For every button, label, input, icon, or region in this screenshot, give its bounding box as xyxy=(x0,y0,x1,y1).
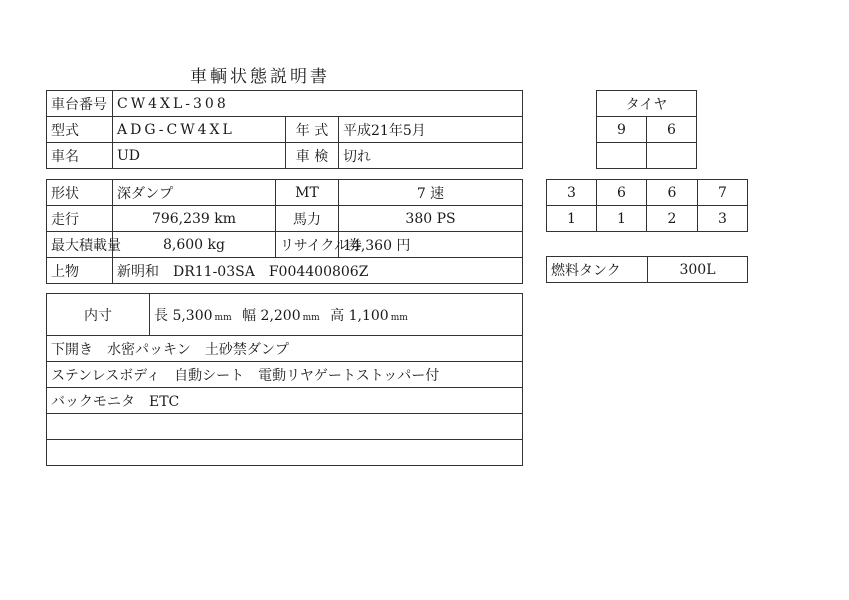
fuel-tank-label: 燃料タンク xyxy=(547,257,648,283)
table-row xyxy=(47,206,523,232)
mileage-value: 796,239 km xyxy=(113,206,276,232)
tire-empty-cell xyxy=(647,143,697,169)
shape-value: 深ダンプ xyxy=(113,180,276,206)
tire-rear-cell: 6 xyxy=(647,180,698,206)
length-label: 長 xyxy=(154,307,168,324)
inspection-value: 切れ xyxy=(339,143,523,169)
equipment-line xyxy=(47,414,523,440)
inner-dimensions-values xyxy=(150,294,523,336)
year-label: 年 式 xyxy=(286,117,339,143)
tire-front-right: 6 xyxy=(647,117,697,143)
tire-rear-cell: 7 xyxy=(698,180,748,206)
horsepower-value: 380 PS xyxy=(339,206,523,232)
tire-rear-cell: 3 xyxy=(547,180,597,206)
tire-front-table xyxy=(596,90,697,169)
length-unit: mm xyxy=(214,312,232,323)
chassis-number-value: CW4XL-308 xyxy=(113,91,523,117)
transmission-value: 7 速 xyxy=(339,180,523,206)
table-row xyxy=(47,388,523,414)
model-label: 型式 xyxy=(47,117,113,143)
tire-front-left: 9 xyxy=(597,117,647,143)
table-row xyxy=(47,143,523,169)
mileage-label: 走行 xyxy=(47,206,113,232)
equipment-line: バックモニタ ETC xyxy=(47,388,523,414)
year-value: 平成21年5月 xyxy=(339,117,523,143)
width-label: 幅 xyxy=(242,307,257,324)
height-value: 1,100 xyxy=(348,307,389,324)
table-row xyxy=(597,91,697,117)
tire-rear-cell: 1 xyxy=(547,206,597,232)
recycle-ticket-value: 14,360 円 xyxy=(339,232,523,258)
table-row xyxy=(47,440,523,466)
tire-empty-cell xyxy=(597,143,647,169)
body-label: 上物 xyxy=(47,258,113,284)
equipment-line: ステンレスボディ 自動シート 電動リヤゲートストッパー付 xyxy=(47,362,523,388)
tire-rear-cell: 1 xyxy=(597,206,647,232)
table-row xyxy=(47,258,523,284)
dimensions-equipment-table xyxy=(46,293,523,466)
table-row xyxy=(47,232,523,258)
height-unit: mm xyxy=(390,312,408,323)
table-row xyxy=(47,294,523,336)
table-row xyxy=(47,336,523,362)
tire-label: タイヤ xyxy=(597,91,697,117)
table-row xyxy=(597,117,697,143)
basic-info-table xyxy=(46,90,523,169)
equipment-line xyxy=(47,440,523,466)
model-value: ADG-CW4XL xyxy=(113,117,286,143)
fuel-tank-value: 300L xyxy=(648,257,748,283)
table-row xyxy=(47,91,523,117)
document-title: 車輌状態説明書 xyxy=(190,67,330,87)
payload-label: 最大積載量 xyxy=(47,232,113,258)
tire-rear-cell: 2 xyxy=(647,206,698,232)
table-row xyxy=(47,414,523,440)
tire-rear-cell: 3 xyxy=(698,206,748,232)
tire-rear-cell: 6 xyxy=(597,180,647,206)
payload-value: 8,600 kg xyxy=(113,232,276,258)
table-row xyxy=(47,362,523,388)
maker-label: 車名 xyxy=(47,143,113,169)
table-row xyxy=(547,206,748,232)
length-value: 5,300 xyxy=(172,307,213,324)
width-unit: mm xyxy=(302,312,320,323)
equipment-line: 下開き 水密パッキン 土砂禁ダンプ xyxy=(47,336,523,362)
specs-table xyxy=(46,179,523,284)
recycle-ticket-label: リサイクル券 xyxy=(276,232,339,258)
maker-value: UD xyxy=(113,143,286,169)
shape-label: 形状 xyxy=(47,180,113,206)
width-value: 2,200 xyxy=(260,307,301,324)
table-row xyxy=(547,257,748,283)
inspection-label: 車 検 xyxy=(286,143,339,169)
horsepower-label: 馬力 xyxy=(276,206,339,232)
inner-dimensions-label: 内寸 xyxy=(47,294,150,336)
fuel-tank-table xyxy=(546,256,748,283)
table-row xyxy=(547,180,748,206)
height-label: 高 xyxy=(330,307,345,324)
table-row xyxy=(47,117,523,143)
body-value: 新明和 DR11-03SA F004400806Z xyxy=(113,258,523,284)
table-row xyxy=(597,143,697,169)
table-row xyxy=(47,180,523,206)
chassis-number-label: 車台番号 xyxy=(47,91,113,117)
tire-rear-table xyxy=(546,179,748,232)
transmission-label: MT xyxy=(276,180,339,206)
